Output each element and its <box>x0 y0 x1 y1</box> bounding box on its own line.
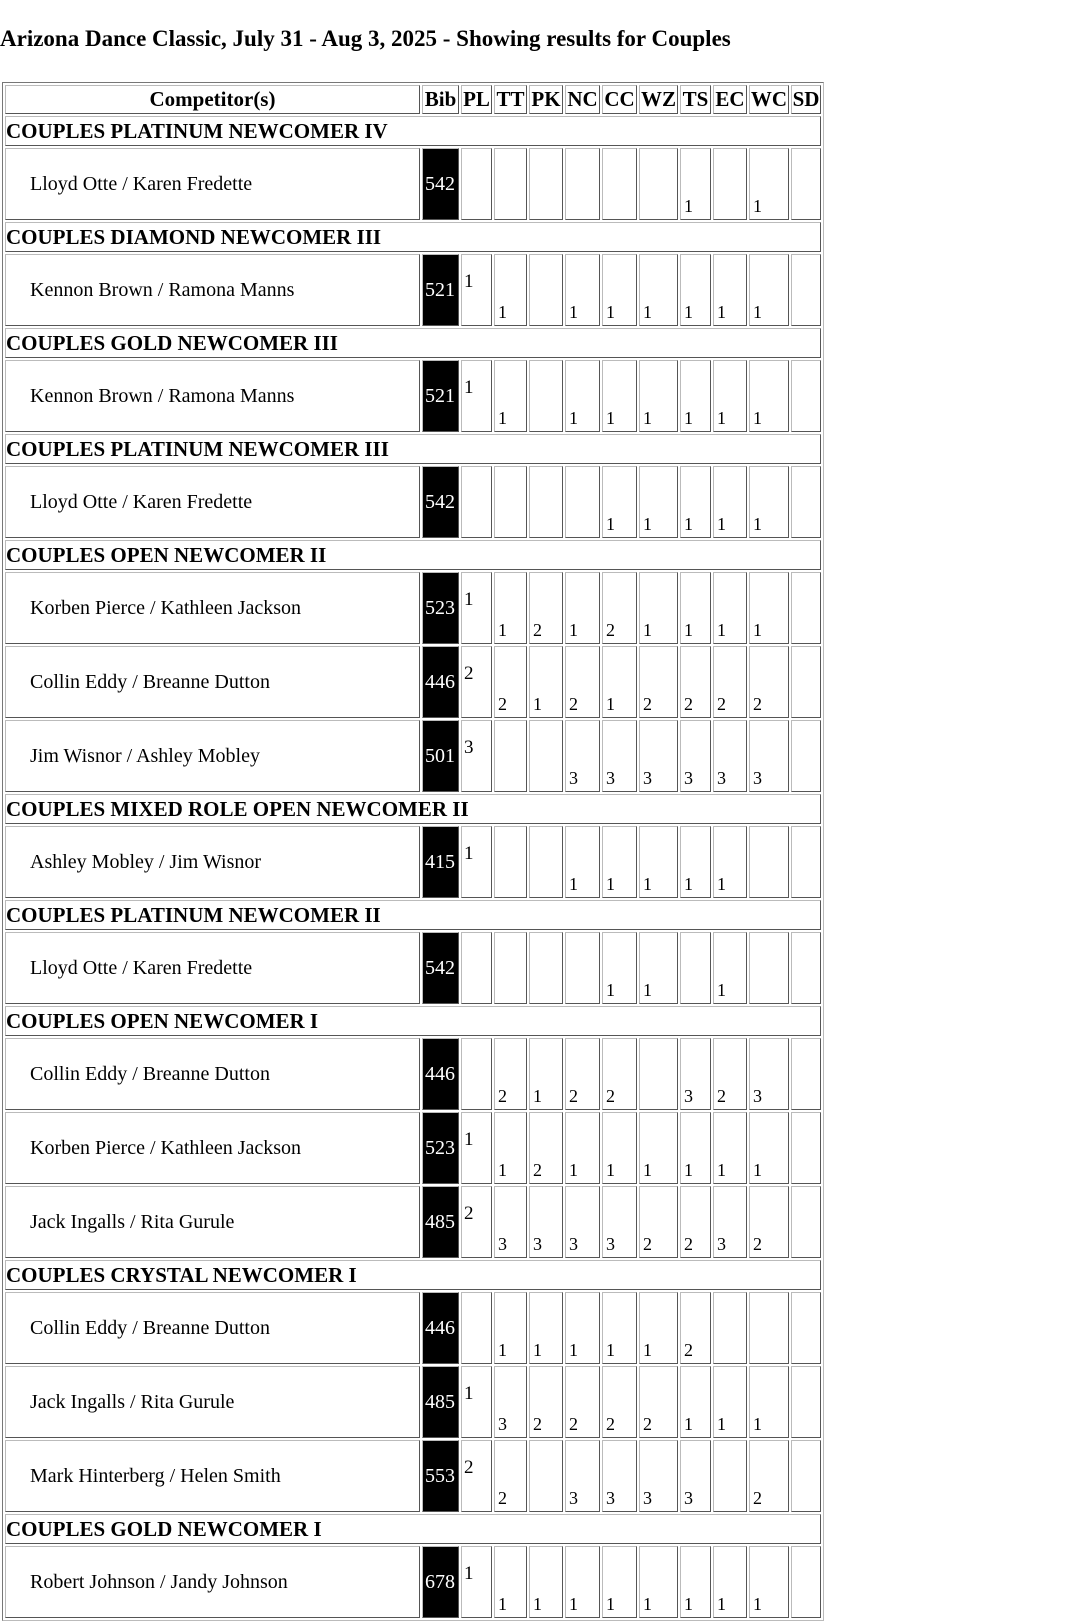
score-cell-wz: 1 <box>639 1292 678 1364</box>
section-row <box>5 328 821 358</box>
score-cell-sd <box>791 646 821 718</box>
score-cell-ts: 1 <box>680 1366 711 1438</box>
score-cell-wc <box>749 932 789 1004</box>
score-cell-wz <box>639 1038 678 1110</box>
score-cell-nc: 1 <box>565 254 600 326</box>
score-cell-wz: 1 <box>639 932 678 1004</box>
score-cell-sd <box>791 1292 821 1364</box>
score-cell-cc: 1 <box>602 254 637 326</box>
header-row <box>5 85 821 114</box>
score-cell-ts: 3 <box>680 1440 711 1512</box>
bib-number: 521 <box>422 360 459 432</box>
score-cell-ec: 1 <box>713 254 747 326</box>
section-title: COUPLES CRYSTAL NEWCOMER I <box>5 1260 821 1290</box>
column-header-cc: CC <box>602 85 637 114</box>
placement-cell: 1 <box>461 826 492 898</box>
competitor-name: Lloyd Otte / Karen Fredette <box>5 148 420 220</box>
score-cell-ec <box>713 1292 747 1364</box>
score-cell-ts: 2 <box>680 1186 711 1258</box>
score-cell-ts: 2 <box>680 646 711 718</box>
score-cell-cc: 1 <box>602 1112 637 1184</box>
section-title: COUPLES OPEN NEWCOMER I <box>5 1006 821 1036</box>
placement-cell <box>461 466 492 538</box>
bib-number: 542 <box>422 148 459 220</box>
competitor-row <box>5 1546 821 1618</box>
competitor-row <box>5 148 821 220</box>
competitor-row <box>5 1292 821 1364</box>
score-cell-cc: 3 <box>602 720 637 792</box>
score-cell-wz: 1 <box>639 254 678 326</box>
column-header-ec: EC <box>713 85 747 114</box>
competitor-row <box>5 1366 821 1438</box>
score-cell-ec <box>713 1440 747 1512</box>
score-cell-ts: 2 <box>680 1292 711 1364</box>
placement-cell: 2 <box>461 646 492 718</box>
competitor-name: Collin Eddy / Breanne Dutton <box>5 646 420 718</box>
score-cell-ec: 1 <box>713 1366 747 1438</box>
bib-number: 485 <box>422 1186 459 1258</box>
competitor-name: Jim Wisnor / Ashley Mobley <box>5 720 420 792</box>
column-header-competitor: Competitor(s) <box>5 85 420 114</box>
score-cell-ec <box>713 148 747 220</box>
competitor-name: Korben Pierce / Kathleen Jackson <box>5 1112 420 1184</box>
bib-number: 553 <box>422 1440 459 1512</box>
score-cell-pk <box>529 1440 563 1512</box>
score-cell-pk <box>529 466 563 538</box>
placement-cell <box>461 932 492 1004</box>
score-cell-ec: 1 <box>713 572 747 644</box>
score-cell-cc: 1 <box>602 646 637 718</box>
bib-number: 501 <box>422 720 459 792</box>
score-cell-tt: 3 <box>494 1186 527 1258</box>
score-cell-tt: 1 <box>494 254 527 326</box>
score-cell-ec: 1 <box>713 466 747 538</box>
score-cell-ec: 1 <box>713 1546 747 1618</box>
score-cell-pk <box>529 254 563 326</box>
column-header-wz: WZ <box>639 85 678 114</box>
bib-number: 523 <box>422 1112 459 1184</box>
placement-cell: 1 <box>461 360 492 432</box>
score-cell-sd <box>791 466 821 538</box>
score-cell-nc: 2 <box>565 646 600 718</box>
column-header-pk: PK <box>529 85 563 114</box>
competitor-row <box>5 1186 821 1258</box>
bib-number: 446 <box>422 1292 459 1364</box>
score-cell-cc: 3 <box>602 1186 637 1258</box>
score-cell-pk <box>529 148 563 220</box>
competitor-name: Kennon Brown / Ramona Manns <box>5 254 420 326</box>
score-cell-wc: 1 <box>749 572 789 644</box>
bib-number: 542 <box>422 466 459 538</box>
competitor-row <box>5 572 821 644</box>
competitor-name: Ashley Mobley / Jim Wisnor <box>5 826 420 898</box>
placement-cell: 1 <box>461 1112 492 1184</box>
bib-number: 542 <box>422 932 459 1004</box>
score-cell-sd <box>791 1186 821 1258</box>
score-cell-nc: 1 <box>565 1292 600 1364</box>
score-cell-wc: 2 <box>749 1440 789 1512</box>
score-cell-sd <box>791 720 821 792</box>
score-cell-wc: 1 <box>749 254 789 326</box>
section-title: COUPLES GOLD NEWCOMER I <box>5 1514 821 1544</box>
column-header-pl: PL <box>461 85 492 114</box>
score-cell-tt: 2 <box>494 646 527 718</box>
score-cell-cc: 2 <box>602 1366 637 1438</box>
section-title: COUPLES PLATINUM NEWCOMER IV <box>5 116 821 146</box>
score-cell-pk: 2 <box>529 1366 563 1438</box>
score-cell-tt: 2 <box>494 1038 527 1110</box>
section-title: COUPLES OPEN NEWCOMER II <box>5 540 821 570</box>
score-cell-ts: 1 <box>680 360 711 432</box>
placement-cell: 1 <box>461 254 492 326</box>
placement-cell: 1 <box>461 1546 492 1618</box>
section-title: COUPLES GOLD NEWCOMER III <box>5 328 821 358</box>
section-title: COUPLES PLATINUM NEWCOMER II <box>5 900 821 930</box>
score-cell-ec: 1 <box>713 932 747 1004</box>
score-cell-ec: 2 <box>713 1038 747 1110</box>
section-row <box>5 116 821 146</box>
page-title: Arizona Dance Classic, July 31 - Aug 3, 2025 - Showing results for Couples <box>0 26 731 51</box>
placement-cell: 2 <box>461 1440 492 1512</box>
score-cell-wc: 1 <box>749 1546 789 1618</box>
bib-number: 521 <box>422 254 459 326</box>
score-cell-sd <box>791 360 821 432</box>
score-cell-pk <box>529 932 563 1004</box>
score-cell-wz: 1 <box>639 1546 678 1618</box>
score-cell-pk <box>529 360 563 432</box>
score-cell-sd <box>791 1440 821 1512</box>
score-cell-cc: 1 <box>602 932 637 1004</box>
score-cell-pk: 1 <box>529 1546 563 1618</box>
score-cell-cc: 3 <box>602 1440 637 1512</box>
competitor-row <box>5 826 821 898</box>
column-header-bib: Bib <box>422 85 459 114</box>
score-cell-tt <box>494 148 527 220</box>
competitor-row <box>5 646 821 718</box>
score-cell-wc: 3 <box>749 720 789 792</box>
score-cell-sd <box>791 148 821 220</box>
score-cell-ec: 1 <box>713 826 747 898</box>
score-cell-wz <box>639 148 678 220</box>
score-cell-tt: 3 <box>494 1366 527 1438</box>
score-cell-cc: 1 <box>602 466 637 538</box>
score-cell-nc: 1 <box>565 360 600 432</box>
score-cell-wz: 2 <box>639 1186 678 1258</box>
section-title: COUPLES DIAMOND NEWCOMER III <box>5 222 821 252</box>
competitor-row <box>5 1440 821 1512</box>
score-cell-tt: 1 <box>494 360 527 432</box>
score-cell-ts: 1 <box>680 254 711 326</box>
score-cell-pk: 1 <box>529 1038 563 1110</box>
placement-cell: 3 <box>461 720 492 792</box>
score-cell-wz: 2 <box>639 646 678 718</box>
competitor-name: Mark Hinterberg / Helen Smith <box>5 1440 420 1512</box>
placement-cell: 1 <box>461 1366 492 1438</box>
results-table <box>2 82 824 1621</box>
score-cell-nc <box>565 148 600 220</box>
score-cell-ec: 1 <box>713 1112 747 1184</box>
score-cell-wz: 1 <box>639 360 678 432</box>
score-cell-tt <box>494 720 527 792</box>
score-cell-pk: 1 <box>529 1292 563 1364</box>
score-cell-pk <box>529 826 563 898</box>
score-cell-pk: 2 <box>529 572 563 644</box>
score-cell-wz: 1 <box>639 826 678 898</box>
score-cell-sd <box>791 826 821 898</box>
score-cell-sd <box>791 1366 821 1438</box>
competitor-name: Lloyd Otte / Karen Fredette <box>5 466 420 538</box>
section-row <box>5 794 821 824</box>
placement-cell: 1 <box>461 572 492 644</box>
score-cell-pk: 1 <box>529 646 563 718</box>
score-cell-nc: 1 <box>565 1112 600 1184</box>
bib-number: 678 <box>422 1546 459 1618</box>
bib-number: 485 <box>422 1366 459 1438</box>
score-cell-ec: 1 <box>713 360 747 432</box>
competitor-name: Collin Eddy / Breanne Dutton <box>5 1292 420 1364</box>
column-header-ts: TS <box>680 85 711 114</box>
score-cell-wc: 1 <box>749 1366 789 1438</box>
placement-cell <box>461 1292 492 1364</box>
competitor-row <box>5 720 821 792</box>
bib-number: 523 <box>422 572 459 644</box>
score-cell-tt: 1 <box>494 1292 527 1364</box>
score-cell-cc: 1 <box>602 360 637 432</box>
score-cell-wz: 1 <box>639 466 678 538</box>
score-cell-wc: 2 <box>749 646 789 718</box>
score-cell-wc <box>749 826 789 898</box>
section-row <box>5 1006 821 1036</box>
placement-cell <box>461 1038 492 1110</box>
score-cell-nc <box>565 932 600 1004</box>
score-cell-wz: 3 <box>639 720 678 792</box>
score-cell-tt <box>494 932 527 1004</box>
score-cell-tt: 1 <box>494 1546 527 1618</box>
bib-number: 415 <box>422 826 459 898</box>
score-cell-wz: 2 <box>639 1366 678 1438</box>
column-header-tt: TT <box>494 85 527 114</box>
section-row <box>5 1260 821 1290</box>
score-cell-wc <box>749 1292 789 1364</box>
score-cell-sd <box>791 1546 821 1618</box>
score-cell-tt: 2 <box>494 1440 527 1512</box>
score-cell-ts: 1 <box>680 1546 711 1618</box>
score-cell-cc <box>602 148 637 220</box>
score-cell-cc: 2 <box>602 1038 637 1110</box>
score-cell-nc: 3 <box>565 1440 600 1512</box>
score-cell-nc <box>565 466 600 538</box>
score-cell-pk: 2 <box>529 1112 563 1184</box>
score-cell-nc: 2 <box>565 1038 600 1110</box>
score-cell-wz: 3 <box>639 1440 678 1512</box>
score-cell-sd <box>791 254 821 326</box>
bib-number: 446 <box>422 1038 459 1110</box>
competitor-row <box>5 360 821 432</box>
score-cell-ts <box>680 932 711 1004</box>
score-cell-wc: 1 <box>749 148 789 220</box>
competitor-row <box>5 466 821 538</box>
competitor-name: Collin Eddy / Breanne Dutton <box>5 1038 420 1110</box>
score-cell-tt <box>494 466 527 538</box>
placement-cell: 2 <box>461 1186 492 1258</box>
column-header-wc: WC <box>749 85 789 114</box>
score-cell-nc: 2 <box>565 1366 600 1438</box>
section-title: COUPLES PLATINUM NEWCOMER III <box>5 434 821 464</box>
score-cell-ts: 3 <box>680 720 711 792</box>
competitor-row <box>5 1112 821 1184</box>
competitor-row <box>5 932 821 1004</box>
score-cell-wc: 1 <box>749 360 789 432</box>
competitor-name: Kennon Brown / Ramona Manns <box>5 360 420 432</box>
score-cell-pk: 3 <box>529 1186 563 1258</box>
competitor-name: Lloyd Otte / Karen Fredette <box>5 932 420 1004</box>
score-cell-pk <box>529 720 563 792</box>
section-row <box>5 900 821 930</box>
score-cell-ts: 1 <box>680 572 711 644</box>
score-cell-wz: 1 <box>639 1112 678 1184</box>
score-cell-ts: 3 <box>680 1038 711 1110</box>
section-row <box>5 540 821 570</box>
score-cell-sd <box>791 1112 821 1184</box>
score-cell-tt: 1 <box>494 1112 527 1184</box>
score-cell-ec: 3 <box>713 1186 747 1258</box>
placement-cell <box>461 148 492 220</box>
competitor-name: Jack Ingalls / Rita Gurule <box>5 1366 420 1438</box>
score-cell-nc: 3 <box>565 1186 600 1258</box>
score-cell-sd <box>791 1038 821 1110</box>
score-cell-wc: 3 <box>749 1038 789 1110</box>
score-cell-wc: 1 <box>749 466 789 538</box>
score-cell-ts: 1 <box>680 826 711 898</box>
score-cell-ec: 2 <box>713 646 747 718</box>
competitor-row <box>5 1038 821 1110</box>
score-cell-tt: 1 <box>494 572 527 644</box>
results-body <box>5 116 821 1618</box>
score-cell-nc: 1 <box>565 1546 600 1618</box>
score-cell-cc: 1 <box>602 826 637 898</box>
score-cell-cc: 2 <box>602 572 637 644</box>
score-cell-ec: 3 <box>713 720 747 792</box>
column-header-nc: NC <box>565 85 600 114</box>
competitor-name: Jack Ingalls / Rita Gurule <box>5 1186 420 1258</box>
score-cell-wc: 1 <box>749 1112 789 1184</box>
competitor-name: Korben Pierce / Kathleen Jackson <box>5 572 420 644</box>
score-cell-ts: 1 <box>680 148 711 220</box>
score-cell-cc: 1 <box>602 1292 637 1364</box>
score-cell-nc: 1 <box>565 826 600 898</box>
section-row <box>5 1514 821 1544</box>
score-cell-cc: 1 <box>602 1546 637 1618</box>
score-cell-nc: 3 <box>565 720 600 792</box>
competitor-name: Robert Johnson / Jandy Johnson <box>5 1546 420 1618</box>
score-cell-wz: 1 <box>639 572 678 644</box>
score-cell-sd <box>791 572 821 644</box>
score-cell-nc: 1 <box>565 572 600 644</box>
bib-number: 446 <box>422 646 459 718</box>
section-row <box>5 222 821 252</box>
section-row <box>5 434 821 464</box>
score-cell-tt <box>494 826 527 898</box>
section-title: COUPLES MIXED ROLE OPEN NEWCOMER II <box>5 794 821 824</box>
column-header-sd: SD <box>791 85 821 114</box>
score-cell-ts: 1 <box>680 1112 711 1184</box>
competitor-row <box>5 254 821 326</box>
score-cell-wc: 2 <box>749 1186 789 1258</box>
score-cell-ts: 1 <box>680 466 711 538</box>
score-cell-sd <box>791 932 821 1004</box>
